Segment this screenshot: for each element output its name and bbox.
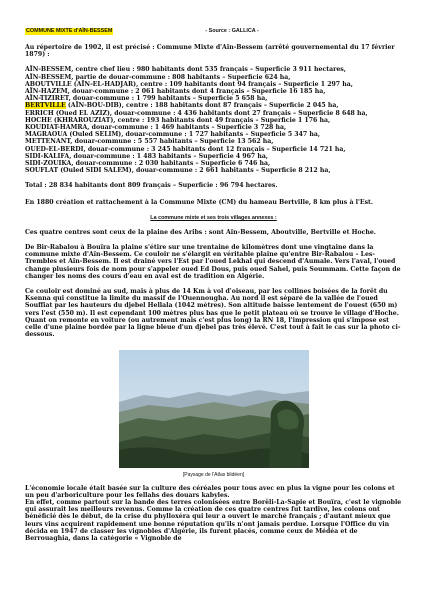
commune-line-bertville bbox=[25, 102, 402, 109]
commune-line: AÏN-BESSEM, centre chef lieu : 980 habitants dont 535 français – Superficie 3 911 hectares, bbox=[25, 66, 346, 74]
intro-paragraph: Au répertoire de 1902, il est précisé : Commune Mixte d'Aïn-Bessem (arrêté gouvernemental du 17 février 1879) : bbox=[25, 44, 395, 59]
commune-line: METTENANT, douar-commune : 5 557 habitants – Superficie 13 562 ha, bbox=[25, 138, 274, 146]
commune-line: OUED-EL-BERDI, douar-commune : 3 245 habitants dont 12 français – Superficie 14 721 ha, bbox=[25, 145, 346, 153]
creation-paragraph: En 1880 création et rattachement à la Commune Mixte (CM) du hameau Bertville, 8 km plus à l'Est. bbox=[25, 198, 374, 206]
commune-line: AÏN-TIZIRET, douar-commune : 1 799 habitants – Superficie 5 658 ha, bbox=[25, 95, 268, 103]
photo-container bbox=[25, 350, 402, 468]
source-label: - Source : GALLICA - bbox=[205, 28, 259, 34]
paragraph-couloir: Ce couloir est dominé au sud, mais à plus de 14 Km à vol d'oiseau, par les collines boisées de la forêt du Ksenna qui constitue la limite du massif de l'Ouennougha. Au nord il est séparé de la vallée de l'oued Souffiat par les hauteurs du djebel Hellala (1042 mètres). Son altitude baisse lentement de l'ouest (650 m) vers l'est (550 m). Il est cependant 100 mètres plus bas que le petit plateau où se trouve le village d'Hoche. Quant on remonte en voiture (ou autrement mais c'est plus long) la RN 18, l'impression qui s'impose est celle d'une plaine bordée par la ligne bleue d'un djebel pas très élevé. C'est tout à fait le cas sur la photo ci-dessous. bbox=[25, 288, 401, 339]
paragraph-plaine: De Bir-Rabalou à Bouïra la plaine s'étire sur une trentaine de kilomètres dont une vingtaine dans la commune mixte d'Aïn-Bessem. Ce couloir ne s'élargit en véritable plaine qu'entre Bir-Rabalou – Les-Trembles et Aïn-Bessem. Il est drainé vers l'Est par l'oued Lekhal qui descend d'Aumale. Vers l'aval, l'oued change plusieurs fois de nom pour s'appeler oued Ed Dous, puis oued Sahel, puis Soummam. Cette façon de changer les noms des cours d'eau en aval est de tradition en Algérie. bbox=[25, 244, 401, 280]
commune-line: SIDI-KALIFA, douar-commune : 1 483 habitants – Superficie 4 967 ha, bbox=[25, 152, 269, 160]
commune-line: SOUFLAT (Ouled SIDI SALEM), douar-commune : 2 661 habitants – Superficie 8 212 ha, bbox=[25, 167, 331, 175]
commune-line: MAGRAOUA (Ouled SELIM), douar-commune : 1 727 habitants – Superficie 5 347 ha, bbox=[25, 131, 321, 139]
total-line: Total : 28 834 habitants dont 809 français – Superficie : 96 794 hectares. bbox=[25, 182, 278, 190]
commune-line: SIDI-ZOUIKA, douar-commune : 2 030 habitants – Superficie 6 746 ha, bbox=[25, 160, 271, 168]
commune-line: ABOUTVILLE (AÏN-EL-HADJAR), centre : 109 habitants dont 94 français – Superficie 1 297 ha, bbox=[25, 80, 353, 88]
commune-line: AÏN-BESSEM, partie de douar-commune : 808 habitants – Superficie 624 ha, bbox=[25, 73, 291, 81]
section-title: La commune mixte et ses trois villages annexes : bbox=[150, 214, 277, 221]
landscape-photo bbox=[119, 350, 309, 468]
commune-line: ERRICH (Oued EL AZIZ), douar-commune : 4 436 habitants dont 27 français – Superficie 8 648 ha, bbox=[25, 109, 368, 117]
commune-line: HOCHE (KHRAROUZIAT), centre : 193 habitants dont 49 français – Superficie 1 176 ha, bbox=[25, 116, 331, 124]
paragraph-villages: Ces quatre centres sont ceux de la plaine des Aribs : sont Aïn-Bessem, Aboutville, Bertville et Hoche. bbox=[25, 228, 376, 236]
commune-title: COMMUNE MIXTE d'AÏN-BESSEM bbox=[26, 27, 113, 34]
bertville-highlight: BERTVILLE bbox=[25, 102, 66, 110]
commune-list bbox=[25, 66, 402, 174]
photo-caption: [Paysage de l'Atlas blidéen] bbox=[182, 471, 245, 478]
paragraph-economie: L'économie locale était basée sur la culture des céréales pour tous avec en plus la vigne pour les colons et un peu d'arboriculture pour les fellahs des douars kabyles. bbox=[25, 484, 395, 499]
commune-line: AÏN-HAZEM, douar-commune : 2 061 habitants dont 4 français – Superficie 16 185 ha, bbox=[25, 88, 326, 96]
document-header bbox=[25, 26, 402, 36]
commune-line: KOUDIAT-HAMRA, douar-commune : 1 469 habitants – Superficie 3 728 ha, bbox=[25, 124, 287, 132]
paragraph-vignoble: En effet, comme partout sur la bande des terres colonisées entre Borëli-La-Sapie et Bouïra, c'est le vignoble qui assurait les meilleurs revenus. Comme la création de ces quatre centres fut tardive, les colons ont bénéficié dès le début, de la crise du phylloxéra qui leur a ouvert le marché français ; d'autant mieux que leurs vins acquirent rapidement une bonne réputation qu'ils n'ont jamais perdue. Lorsque l'Office du vin décida en 1947 de classer les vignobles d'Algérie, ils furent placés, comme ceux de Médéa et de Berrouaghia, dans la catégorie « Vignoble de bbox=[25, 498, 402, 542]
bertville-detail: (AÏN-BOU-DIB), centre : 188 habitants dont 87 français – Superficie 2 045 ha, bbox=[67, 102, 339, 110]
